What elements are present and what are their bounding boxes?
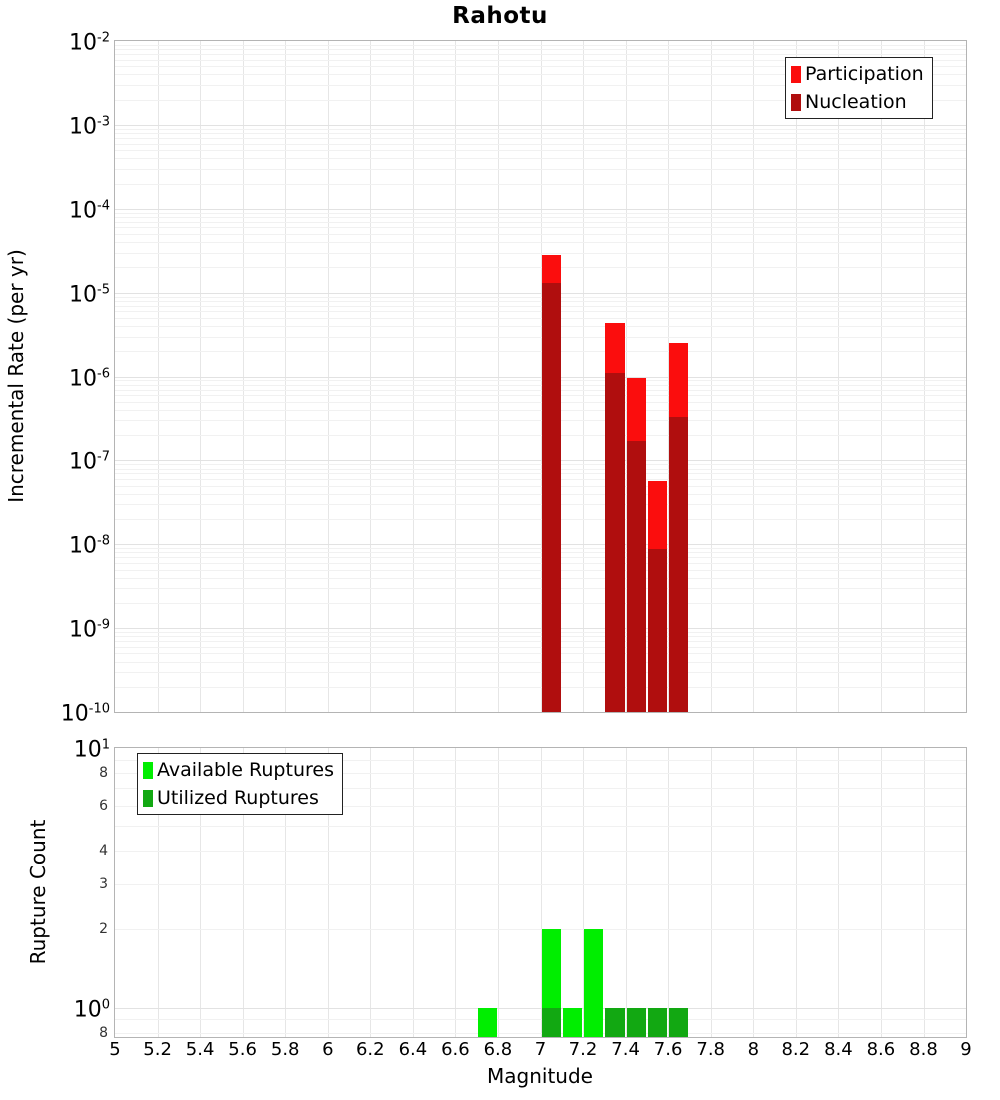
y-tick-minor-label: 3 bbox=[99, 875, 108, 892]
legend-item-nucleation bbox=[791, 88, 924, 116]
nucleation-bar bbox=[542, 283, 561, 712]
magnitude-axis-title: Magnitude bbox=[487, 1064, 593, 1088]
y-tick-label: $10^{-10}$ bbox=[60, 701, 110, 727]
gridline-minor bbox=[115, 1033, 966, 1034]
gridline-minor bbox=[115, 45, 966, 46]
gridline-minor bbox=[115, 473, 966, 474]
gridline-minor bbox=[115, 169, 966, 170]
utilized-ruptures-bar bbox=[542, 1008, 561, 1038]
x-tick-label: 7.6 bbox=[653, 1039, 683, 1060]
gridline-minor bbox=[115, 557, 966, 558]
x-tick-label: 8.4 bbox=[824, 1039, 853, 1060]
x-tick-label: 8 bbox=[747, 1039, 760, 1060]
gridline-major bbox=[115, 125, 966, 126]
gridline-minor bbox=[115, 570, 966, 571]
gridline-minor bbox=[115, 851, 966, 852]
gridline-vertical bbox=[838, 748, 839, 1037]
y-tick-minor-label: 6 bbox=[99, 797, 108, 814]
gridline-minor bbox=[115, 563, 966, 564]
y-tick-label: $10^{-5}$ bbox=[69, 281, 110, 308]
gridline-minor bbox=[115, 929, 966, 930]
gridline-vertical bbox=[881, 748, 882, 1037]
gridline-vertical bbox=[796, 748, 797, 1037]
gridline-vertical bbox=[924, 748, 925, 1037]
gridline-minor bbox=[115, 297, 966, 298]
nucleation-bar bbox=[648, 549, 667, 712]
gridline-minor bbox=[115, 603, 966, 604]
gridline-minor bbox=[115, 390, 966, 391]
gridline-minor bbox=[115, 326, 966, 327]
gridline-minor bbox=[115, 636, 966, 637]
legend-label-participation: Participation bbox=[805, 63, 924, 85]
participation-swatch-icon bbox=[791, 66, 801, 83]
y-tick-label: $10^{-3}$ bbox=[69, 114, 110, 140]
gridline-minor bbox=[115, 479, 966, 480]
x-tick-label: 6.2 bbox=[355, 1039, 385, 1060]
gridline-minor bbox=[115, 144, 966, 145]
x-tick-label: 6 bbox=[322, 1039, 334, 1060]
rate-legend bbox=[785, 57, 933, 119]
gridline-minor bbox=[115, 641, 966, 642]
gridline-vertical bbox=[455, 748, 456, 1037]
x-tick-label: 8.6 bbox=[866, 1039, 896, 1060]
x-tick-label: 9 bbox=[960, 1039, 972, 1060]
y-tick-minor-label: 8 bbox=[99, 1024, 108, 1041]
gridline-minor bbox=[115, 133, 966, 134]
gridline-minor bbox=[115, 184, 966, 185]
gridline-minor bbox=[115, 552, 966, 553]
gridline-minor bbox=[115, 653, 966, 654]
x-tick-label: 6.6 bbox=[441, 1039, 470, 1060]
y-tick-label: $10^0$ bbox=[73, 996, 110, 1023]
gridline-vertical bbox=[498, 748, 499, 1037]
gridline-minor bbox=[115, 267, 966, 268]
gridline-minor bbox=[115, 380, 966, 381]
gridline-minor bbox=[115, 632, 966, 633]
y-tick-minor-label: 2 bbox=[99, 921, 108, 938]
legend-label-nucleation: Nucleation bbox=[805, 91, 907, 113]
gridline-minor bbox=[115, 672, 966, 673]
legend-item-available-ruptures bbox=[143, 756, 334, 784]
gridline-minor bbox=[115, 213, 966, 214]
gridline-vertical bbox=[711, 748, 712, 1037]
gridline-vertical bbox=[370, 748, 371, 1037]
gridline-minor bbox=[115, 158, 966, 159]
nucleation-bar bbox=[669, 417, 688, 712]
gridline-minor bbox=[115, 129, 966, 130]
y-tick-minor-label: 8 bbox=[99, 765, 108, 782]
x-tick-label: 8.2 bbox=[781, 1039, 811, 1060]
y-tick-label: $10^{-4}$ bbox=[69, 198, 110, 224]
gridline-minor bbox=[115, 435, 966, 436]
utilized-ruptures-bar bbox=[648, 1008, 667, 1038]
y-tick-label: $10^{-2}$ bbox=[69, 30, 110, 56]
gridline-major bbox=[115, 460, 966, 461]
gridline-vertical bbox=[753, 748, 754, 1037]
x-tick-label: 7.4 bbox=[611, 1039, 640, 1060]
gridline-minor bbox=[115, 311, 966, 312]
y-tick-label: $10^1$ bbox=[73, 737, 110, 763]
gridline-minor bbox=[115, 494, 966, 495]
x-tick-label: 7 bbox=[534, 1039, 547, 1060]
x-tick-label: 6.8 bbox=[483, 1039, 513, 1060]
x-tick-label: 5 bbox=[109, 1039, 121, 1060]
gridline-major bbox=[115, 377, 966, 378]
x-tick-label: 7.8 bbox=[696, 1039, 726, 1060]
gridline-minor bbox=[115, 351, 966, 352]
count-axis-title: Rupture Count bbox=[26, 819, 50, 965]
y-tick-label: $10^{-9}$ bbox=[69, 617, 110, 643]
gridline-vertical bbox=[668, 748, 669, 1037]
legend-label-utilized-ruptures: Utilized Ruptures bbox=[157, 787, 319, 809]
chart-title: Rahotu bbox=[452, 3, 548, 29]
legend-label-available-ruptures: Available Ruptures bbox=[157, 759, 334, 781]
gridline-minor bbox=[115, 150, 966, 151]
gridline-minor bbox=[115, 234, 966, 235]
gridline-minor bbox=[115, 306, 966, 307]
gridline-minor bbox=[115, 588, 966, 589]
nucleation-bar bbox=[605, 373, 624, 712]
x-tick-label: 6.4 bbox=[398, 1039, 428, 1060]
gridline-minor bbox=[115, 548, 966, 549]
gridline-minor bbox=[115, 687, 966, 688]
gridline-minor bbox=[115, 662, 966, 663]
gridline-minor bbox=[115, 1019, 966, 1020]
gridline-minor bbox=[115, 464, 966, 465]
gridline-minor bbox=[115, 222, 966, 223]
gridline-major bbox=[115, 209, 966, 210]
x-tick-label: 7.2 bbox=[568, 1039, 598, 1060]
x-tick-label: 5.2 bbox=[143, 1039, 172, 1060]
rate-plot-area bbox=[114, 40, 967, 713]
gridline-minor bbox=[115, 519, 966, 520]
gridline-minor bbox=[115, 402, 966, 403]
x-tick-label: 5.6 bbox=[228, 1039, 257, 1060]
available-ruptures-bar bbox=[584, 929, 603, 1037]
gridline-major bbox=[115, 1008, 966, 1009]
utilized-ruptures-bar bbox=[627, 1008, 646, 1038]
gridline-vertical bbox=[626, 748, 627, 1037]
gridline-minor bbox=[115, 242, 966, 243]
gridline-minor bbox=[115, 469, 966, 470]
gridline-minor bbox=[115, 420, 966, 421]
gridline-minor bbox=[115, 217, 966, 218]
rate-axis-title: Incremental Rate (per yr) bbox=[4, 249, 28, 503]
nucleation-swatch-icon bbox=[791, 94, 801, 111]
gridline-minor bbox=[115, 138, 966, 139]
legend-item-participation bbox=[791, 60, 924, 88]
x-tick-label: 8.8 bbox=[909, 1039, 938, 1060]
gridline-minor bbox=[115, 301, 966, 302]
gridline-minor bbox=[115, 578, 966, 579]
gridline-minor bbox=[115, 227, 966, 228]
gridline-minor bbox=[115, 54, 966, 55]
available-ruptures-bar bbox=[478, 1008, 497, 1038]
count-legend bbox=[137, 753, 343, 815]
legend-item-utilized-ruptures bbox=[143, 784, 334, 812]
y-tick-label: $10^{-8}$ bbox=[69, 533, 110, 559]
available-ruptures-swatch-icon bbox=[143, 762, 153, 779]
gridline-minor bbox=[115, 884, 966, 885]
utilized-ruptures-bar bbox=[605, 1008, 624, 1038]
gridline-minor bbox=[115, 410, 966, 411]
gridline-minor bbox=[115, 826, 966, 827]
gridline-major bbox=[115, 293, 966, 294]
gridline-minor bbox=[115, 385, 966, 386]
utilized-ruptures-swatch-icon bbox=[143, 790, 153, 807]
gridline-major bbox=[115, 544, 966, 545]
y-tick-label: $10^{-6}$ bbox=[69, 365, 110, 392]
gridline-major bbox=[115, 628, 966, 629]
gridline-vertical bbox=[413, 748, 414, 1037]
gridline-minor bbox=[115, 395, 966, 396]
x-tick-label: 5.4 bbox=[185, 1039, 215, 1060]
gridline-minor bbox=[115, 504, 966, 505]
nucleation-bar bbox=[627, 441, 646, 712]
utilized-ruptures-bar bbox=[669, 1008, 688, 1038]
gridline-minor bbox=[115, 486, 966, 487]
gridline-minor bbox=[115, 318, 966, 319]
y-tick-minor-label: 4 bbox=[99, 843, 108, 860]
gridline-minor bbox=[115, 647, 966, 648]
gridline-minor bbox=[115, 253, 966, 254]
gridline-minor bbox=[115, 49, 966, 50]
available-ruptures-bar bbox=[563, 1008, 582, 1038]
gridline-minor bbox=[115, 337, 966, 338]
y-tick-label: $10^{-7}$ bbox=[69, 449, 110, 476]
x-tick-label: 5.8 bbox=[270, 1039, 300, 1060]
